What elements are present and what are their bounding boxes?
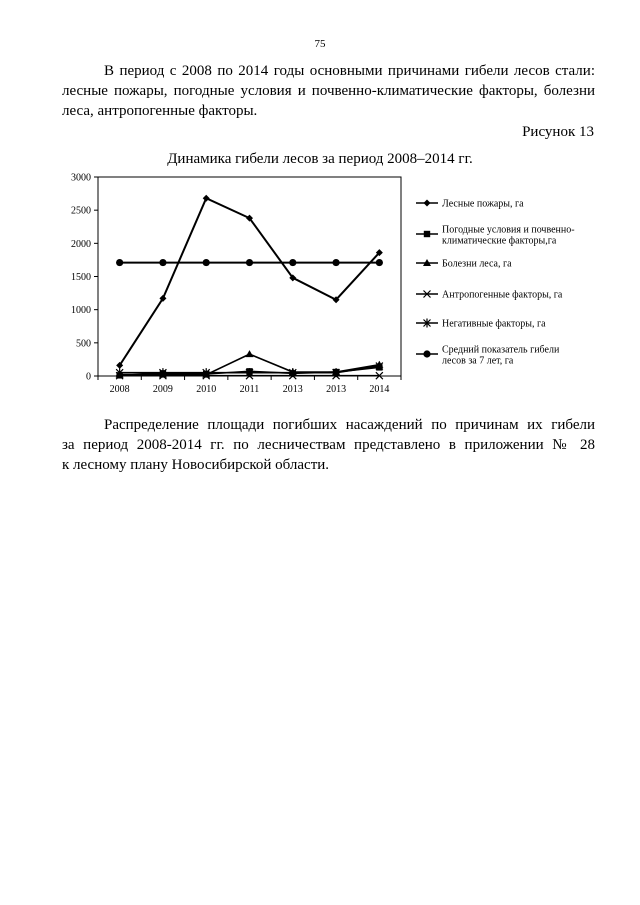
x-tick-label: 2010 bbox=[196, 384, 217, 395]
y-tick-label: 2500 bbox=[71, 205, 91, 217]
series-line bbox=[120, 198, 380, 365]
legend-label: Средний показатель гибели bbox=[442, 344, 560, 356]
legend-label: Болезни леса, га bbox=[442, 258, 512, 270]
data-point bbox=[246, 259, 253, 266]
legend-label: Лесные пожары, га bbox=[442, 198, 524, 210]
x-tick-label: 2013 bbox=[326, 384, 347, 395]
data-point bbox=[203, 259, 210, 266]
data-point bbox=[246, 350, 254, 357]
page-number: 75 bbox=[314, 38, 326, 50]
y-tick-label: 0 bbox=[86, 371, 91, 383]
x-tick-label: 2014 bbox=[369, 384, 390, 395]
data-point bbox=[159, 259, 166, 266]
legend-label: Погодные условия и почвенно- bbox=[442, 224, 575, 236]
x-tick-label: 2013 bbox=[282, 384, 303, 395]
y-tick-label: 1000 bbox=[71, 305, 91, 317]
x-tick-label: 2009 bbox=[152, 384, 173, 395]
intro-paragraph-line: В период с 2008 по 2014 годы основными причинами гибели лесов стали: bbox=[104, 63, 595, 79]
distribution-paragraph bbox=[62, 415, 595, 475]
legend-label: климатические факторы,га bbox=[442, 235, 557, 247]
chart-title: Динамика гибели лесов за период 2008–2014 гг. bbox=[167, 151, 473, 167]
y-tick-label: 3000 bbox=[71, 172, 91, 184]
legend-label: Антропогенные факторы, га bbox=[442, 289, 563, 301]
legend-label: Негативные факторы, га bbox=[442, 318, 546, 330]
data-point bbox=[289, 259, 296, 266]
data-point bbox=[203, 195, 210, 202]
y-tick-label: 1500 bbox=[71, 272, 91, 283]
data-point bbox=[332, 259, 339, 266]
legend-marker bbox=[424, 231, 430, 237]
figure-label: Рисунок 13 bbox=[522, 124, 594, 140]
distribution-paragraph-line: к лесному плану Новосибирской области. bbox=[62, 457, 330, 473]
intro-paragraph-line: леса, антропогенные факторы. bbox=[62, 103, 258, 119]
y-tick-label: 500 bbox=[76, 338, 91, 350]
data-point bbox=[116, 259, 123, 266]
distribution-paragraph-line: за период 2008-2014 гг. по лесничествам представлено в приложении № 28 bbox=[62, 437, 595, 453]
y-tick-label: 2000 bbox=[71, 238, 91, 250]
x-tick-label: 2008 bbox=[109, 384, 130, 395]
distribution-paragraph-line: Распределение площади погибших насаждений по причинам их гибели bbox=[104, 417, 595, 433]
x-tick-label: 2011 bbox=[239, 384, 260, 395]
intro-paragraph-line: лесные пожары, погодные условия и почвенно-климатические факторы, болезни bbox=[62, 83, 595, 99]
plot-area bbox=[98, 177, 401, 376]
legend-marker bbox=[424, 200, 431, 207]
legend-label: лесов за 7 лет, га bbox=[442, 355, 514, 367]
data-point bbox=[376, 259, 383, 266]
legend-marker bbox=[423, 350, 430, 357]
